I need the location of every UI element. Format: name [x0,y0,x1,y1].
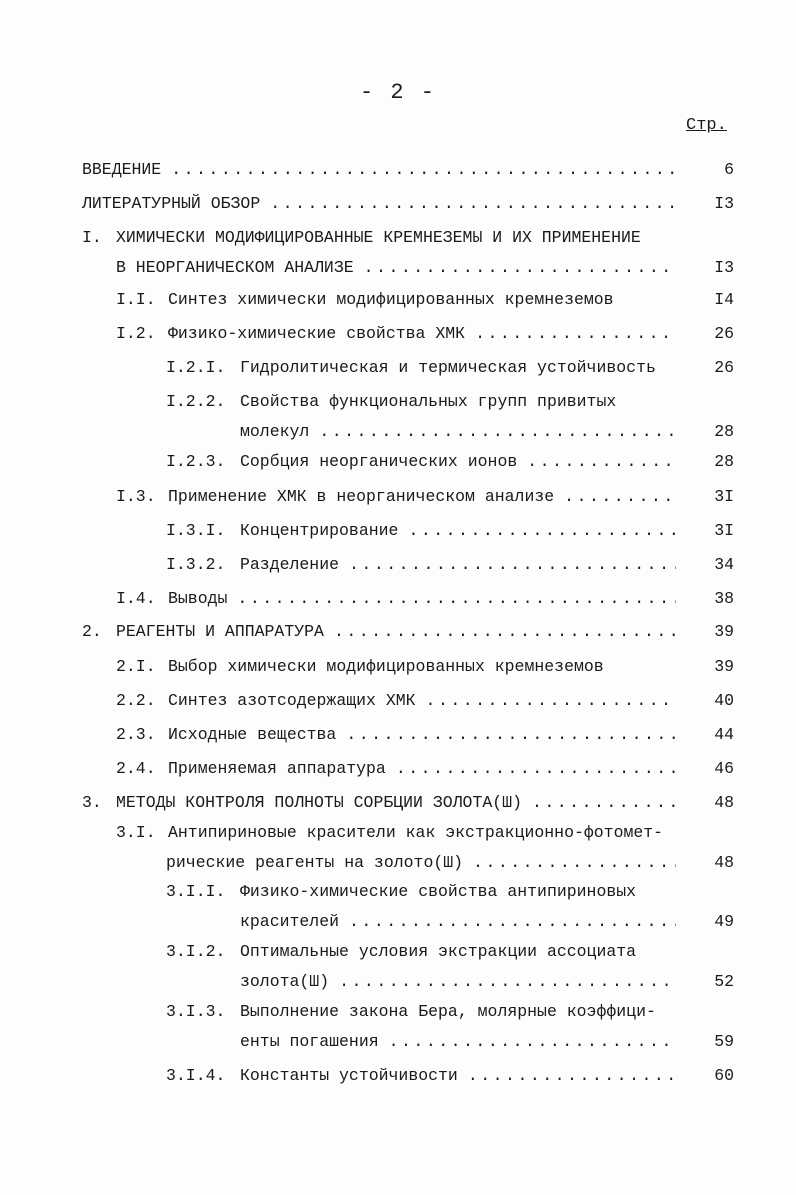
toc-entry-title: рические реагенты на золото(Ш) [166,853,464,872]
dot-leader [319,422,676,441]
dot-leader [532,793,676,812]
toc-entry-title: Разделение [240,555,340,574]
toc-entry-title: Физико-химические свойства антипириновых [240,882,637,901]
toc-entry-title: енты погашения [240,1032,379,1051]
toc-entry-page: 44 [714,725,734,744]
dot-leader [475,324,676,343]
page-column-header: Стр. [686,116,727,135]
toc-entry-title: Синтез азотсодержащих ХМК [168,691,416,710]
toc-entry-page: 38 [714,589,734,608]
toc-entry-page: 34 [714,555,734,574]
toc-entry-title: ХИМИЧЕСКИ МОДИФИЦИРОВАННЫЕ КРЕМНЕЗЕМЫ И ИХ ПРИМЕНЕНИЕ [116,228,641,247]
toc-entry-title: Гидролитическая и термическая устойчивость [240,358,656,377]
toc-entry-line [82,622,682,641]
toc-entry-title: Синтез химически модифицированных кремнеземов [168,290,614,309]
toc-entry-number: I.I. [116,290,156,309]
toc-entry-line [82,228,641,247]
toc-entry-line [116,725,682,744]
toc-entry-title: Концентрирование [240,521,399,540]
toc-entry-continuation [240,972,682,991]
dot-leader [334,622,676,641]
toc-entry-page: 52 [714,972,734,991]
toc-entry-line [166,358,656,377]
toc-entry-number: 3.I.4. [166,1066,226,1085]
toc-entry-title: Константы устойчивости [240,1066,458,1085]
toc-entry-number: 2. [82,622,102,641]
toc-entry-number: I.3.I. [166,521,226,540]
dot-leader [339,972,676,991]
dot-leader [346,725,676,744]
toc-entry-number: I. [82,228,102,247]
toc-entry-title: Оптимальные условия экстракции ассоциата [240,942,637,961]
toc-entry-title: Свойства функциональных групп привитых [240,392,617,411]
toc-entry-line [166,392,616,411]
toc-entry-line [116,589,682,608]
toc-entry-line [116,657,604,676]
dot-leader [396,759,676,778]
dot-leader [349,555,676,574]
toc-entry-page: 40 [714,691,734,710]
toc-entry-page: 28 [714,452,734,471]
toc-entry-title: Антипириновые красители как экстракционно-фотомет- [168,823,664,842]
dot-leader [564,487,676,506]
toc-entry-title: Выбор химически модифицированных кремнеземов [168,657,604,676]
toc-entry-number: I.2.I. [166,358,226,377]
toc-entry-title: красителей [240,912,340,931]
toc-entry-number: 2.2. [116,691,156,710]
dot-leader [408,521,676,540]
toc-entry-continuation [240,1032,682,1051]
toc-entry-number: 3. [82,793,102,812]
toc-entry-page: 49 [714,912,734,931]
toc-entry-page: I3 [714,194,734,213]
dot-leader [468,1066,676,1085]
toc-entry-line [166,882,636,901]
toc-entry-continuation [240,912,682,931]
toc-entry-page: 3I [714,487,734,506]
toc-entry-number: 3.I.I. [166,882,226,901]
toc-entry-page: I4 [714,290,734,309]
toc-entry-line [116,290,614,309]
toc-entry-line [166,521,682,540]
toc-entry-line [82,160,682,179]
toc-entry-number: 2.4. [116,759,156,778]
toc-entry-title: Применяемая аппаратура [168,759,386,778]
toc-entry-title: ЛИТЕРАТУРНЫЙ ОБЗОР [82,194,261,213]
toc-entry-title: Исходные вещества [168,725,337,744]
toc-entry-number: 2.I. [116,657,156,676]
toc-entry-line [166,1066,682,1085]
toc-entry-page: 60 [714,1066,734,1085]
toc-entry-number: I.3.2. [166,555,226,574]
toc-entry-line [166,942,636,961]
dot-leader [364,258,676,277]
toc-entry-title: В НЕОРГАНИЧЕСКОМ АНАЛИЗЕ [116,258,354,277]
toc-entry-page: 28 [714,422,734,441]
toc-entry-number: I.2.2. [166,392,226,411]
toc-entry-page: 6 [724,160,734,179]
toc-entry-page: 59 [714,1032,734,1051]
toc-entry-line [116,759,682,778]
toc-entry-title: молекул [240,422,310,441]
dot-leader [237,589,676,608]
toc-entry-continuation [240,422,682,441]
toc-entry-title: Выполнение закона Бера, молярные коэффици- [240,1002,656,1021]
toc-entry-title: ВВЕДЕНИЕ [82,160,162,179]
toc-entry-line [82,793,682,812]
toc-entry-title: Применение ХМК в неорганическом анализе [168,487,555,506]
toc-entry-continuation [116,258,682,277]
toc-entry-number: I.4. [116,589,156,608]
toc-entry-title: Физико-химические свойства ХМК [168,324,466,343]
dot-leader [171,160,676,179]
toc-entry-title: Сорбция неорганических ионов [240,452,518,471]
toc-entry-title: МЕТОДЫ КОНТРОЛЯ ПОЛНОТЫ СОРБЦИИ ЗОЛОТА(Ш) [116,793,522,812]
toc-entry-number: I.3. [116,487,156,506]
toc-entry-title: золота(Ш) [240,972,330,991]
dot-leader [270,194,676,213]
toc-entry-number: I.2. [116,324,156,343]
toc-entry-number: 2.3. [116,725,156,744]
toc-entry-line [116,691,682,710]
toc-entry-line [166,452,682,471]
dot-leader [426,691,676,710]
toc-entry-line [166,555,682,574]
toc-entry-number: 3.I.2. [166,942,226,961]
toc-entry-page: I3 [714,258,734,277]
toc-entry-line [116,487,682,506]
toc-entry-page: 39 [714,657,734,676]
toc-entry-page: 26 [714,358,734,377]
toc-entry-number: 3.I. [116,823,156,842]
dot-leader [349,912,676,931]
toc-entry-number: I.2.3. [166,452,226,471]
page-number: - 2 - [359,80,436,105]
toc-entry-number: 3.I.3. [166,1002,226,1021]
dot-leader [389,1032,676,1051]
toc-entry-title: Выводы [168,589,228,608]
toc-entry-page: 48 [714,853,734,872]
toc-entry-page: 46 [714,759,734,778]
toc-entry-line [116,324,682,343]
toc-entry-page: 39 [714,622,734,641]
dot-leader [473,853,676,872]
toc-entry-continuation [166,853,682,872]
toc-entry-page: 3I [714,521,734,540]
toc-entry-page: 26 [714,324,734,343]
toc-entry-title: РЕАГЕНТЫ И АППАРАТУРА [116,622,324,641]
toc-entry-line [82,194,682,213]
dot-leader [527,452,676,471]
toc-entry-page: 48 [714,793,734,812]
toc-entry-line [116,823,663,842]
toc-entry-line [166,1002,656,1021]
